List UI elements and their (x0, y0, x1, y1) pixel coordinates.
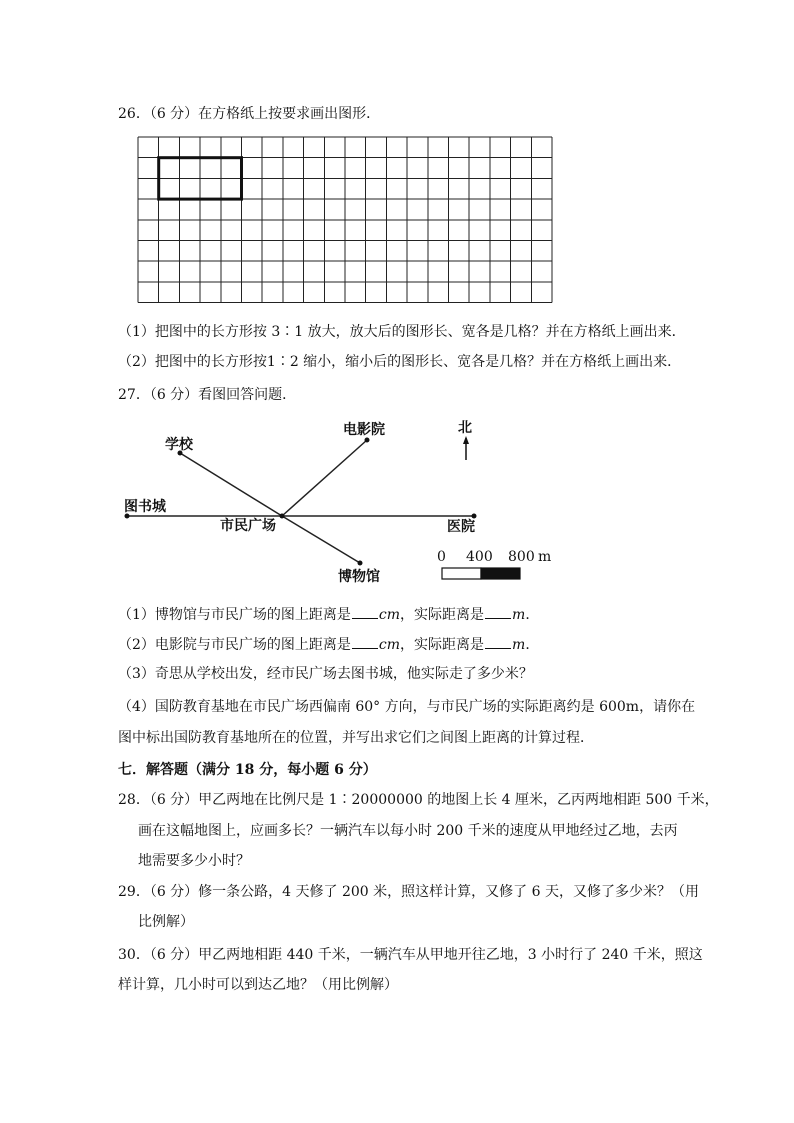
scale-bar-black (481, 568, 520, 579)
dot-square (280, 514, 285, 519)
label-school: 学校 (165, 437, 193, 453)
q29-line2: 比例解） (138, 914, 194, 930)
q26-sub1: （1）把图中的长方形按 3∶1 放大，放大后的图形长、宽各是几格？并在方格纸上画出来． (118, 324, 686, 340)
q27-title: 27．（6 分）看图回答问题． (118, 387, 297, 403)
q30-line2: 样计算，几小时可以到达乙地？（用比例解） (118, 977, 398, 993)
answer-blank-1[interactable] (352, 604, 378, 619)
road-cinema (282, 440, 367, 516)
answer-blank-2[interactable] (485, 604, 511, 619)
scale-tick-0: 0 (437, 549, 446, 565)
q28-line3: 地需要多少小时？ (138, 853, 250, 869)
answer-blank-3[interactable] (352, 634, 378, 649)
q27-sub2: （2）电影院与市民广场的图上距离是 cm，实际距离是 m． (118, 634, 539, 655)
dot-cinema (365, 438, 370, 443)
north-arrowhead-icon (463, 436, 469, 444)
scale-tick-800: 800 (508, 549, 535, 565)
road-museum (282, 516, 360, 563)
scale-tick-400: 400 (466, 549, 493, 565)
section-7-heading: 七．解答题（满分 18 分，每小题 6 分） (118, 762, 377, 778)
q27-sub4-line1: （4）国防教育基地在市民广场西偏南 60° 方向，与市民广场的实际距离约是 600m，请你在 (118, 699, 696, 715)
label-square: 市民广场 (220, 518, 276, 534)
scale-unit: m (538, 549, 552, 565)
q28-line2: 画在这幅地图上，应画多长？一辆汽车以每小时 200 千米的速度从甲地经过乙地，去丙 (138, 823, 678, 839)
q26-sub2: （2）把图中的长方形按1∶2 缩小，缩小后的图形长、宽各是几格？并在方格纸上画出来． (118, 354, 682, 370)
q30-line1: 30．（6 分）甲乙两地相距 440 千米，一辆汽车从甲地开往乙地，3 小时行了 240 千米，照这 (118, 947, 703, 963)
q28-line1: 28．（6 分）甲乙两地在比例尺是 1∶20000000 的地图上长 4 厘米，乙丙两地相距 500 千米， (118, 792, 719, 808)
answer-blank-4[interactable] (485, 634, 511, 649)
dot-hospital (472, 514, 477, 519)
q27-sub1: （1）博物馆与市民广场的图上距离是 cm，实际距离是 m． (118, 604, 539, 625)
q29-line1: 29．（6 分）修一条公路，4 天修了 200 米，照这样计算，又修了 6 天，又修了多少米？（用 (118, 884, 699, 900)
dot-museum (358, 561, 363, 566)
north-label: 北 (458, 420, 472, 436)
road-school (180, 453, 282, 516)
label-hospital: 医院 (447, 519, 475, 535)
q26-title: 26．（6 分）在方格纸上按要求画出图形． (118, 106, 381, 122)
q27-sub3: （3）奇思从学校出发，经市民广场去图书城，他实际走了多少米？ (118, 666, 533, 682)
label-museum: 博物馆 (338, 569, 380, 585)
scale-bar-white (442, 568, 481, 579)
label-bookcity: 图书城 (124, 499, 166, 515)
q27-sub4-line2: 图中标出国防教育基地所在的位置，并写出求它们之间图上距离的计算过程． (118, 730, 594, 746)
label-cinema: 电影院 (343, 422, 385, 438)
